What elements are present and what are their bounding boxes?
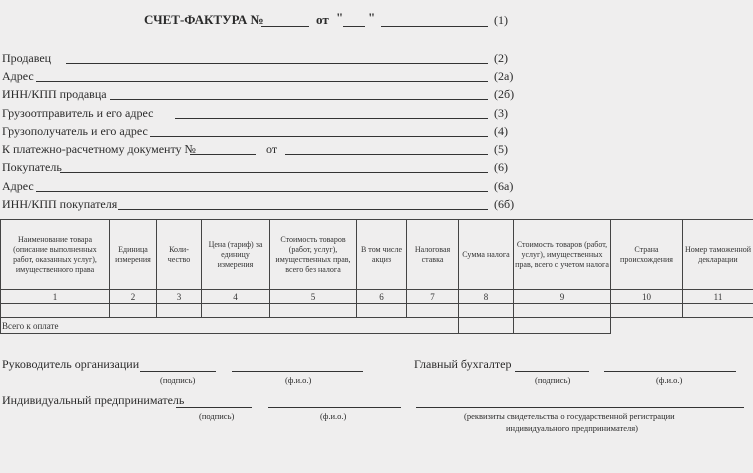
total-row [1, 318, 753, 334]
seller-address-line [36, 81, 488, 82]
accountant-fio-caption: (ф.и.о.) [656, 375, 683, 385]
seller-inn-ref: (2б) [494, 87, 515, 101]
invoice-day-line [343, 26, 365, 27]
entrepreneur-fio-line [268, 407, 401, 408]
shipper-label: Грузоотправитель и его адрес [2, 106, 154, 120]
buyer-address-ref: (6а) [494, 179, 514, 193]
buyer-inn-line [118, 209, 488, 210]
col-header: Цена (тариф) за единицу измерения [202, 220, 270, 290]
entrepreneur-fio-caption: (ф.и.о.) [320, 411, 347, 421]
table-cell[interactable] [407, 304, 459, 318]
consignee-ref: (4) [494, 124, 508, 138]
col-header: Страна происхождения [611, 220, 683, 290]
col-header: Номер таможенной декларации [683, 220, 753, 290]
table-cell[interactable] [514, 304, 611, 318]
seller-inn-line [110, 99, 488, 100]
invoice-number-line [261, 26, 309, 27]
col-header: В том числе акциз [357, 220, 407, 290]
seller-inn-label: ИНН/КПП продавца [2, 87, 107, 101]
col-number: 7 [407, 290, 459, 304]
table-cell[interactable] [459, 304, 514, 318]
consignee-label: Грузополучатель и его адрес [2, 124, 148, 138]
table-cell[interactable] [1, 304, 110, 318]
table-cell[interactable] [110, 304, 157, 318]
col-number: 9 [514, 290, 611, 304]
buyer-address-line [36, 191, 488, 192]
buyer-ref: (6) [494, 160, 508, 174]
col-number: 4 [202, 290, 270, 304]
seller-line [66, 63, 488, 64]
buyer-address-label: Адрес [2, 179, 34, 193]
seller-ref: (2) [494, 51, 508, 65]
empty-area [611, 318, 753, 334]
head-label: Руководитель организации [2, 357, 140, 371]
payment-doc-from: от [266, 142, 278, 156]
accountant-fio-line [604, 371, 736, 372]
entrepreneur-sign-line [176, 407, 252, 408]
col-header: Наименование товара (описание выполненных работ, оказанных услуг), имущественного права [1, 220, 110, 290]
invoice-date-line [381, 26, 488, 27]
table-cell[interactable] [683, 304, 753, 318]
col-number: 5 [270, 290, 357, 304]
buyer-inn-ref: (6б) [494, 197, 515, 211]
entrepreneur-cert-line [416, 407, 744, 408]
col-header: Сумма налога [459, 220, 514, 290]
seller-label: Продавец [2, 51, 52, 65]
col-number: 1 [1, 290, 110, 304]
col-number: 6 [357, 290, 407, 304]
invoice-ref: (1) [494, 13, 508, 27]
head-fio-line [232, 371, 363, 372]
quote-close: " [368, 10, 376, 25]
accountant-sign-caption: (подпись) [535, 375, 571, 385]
total-amount-cell[interactable] [514, 318, 611, 334]
table-cell[interactable] [202, 304, 270, 318]
shipper-line [175, 118, 488, 119]
col-header: Коли-чество [157, 220, 202, 290]
accountant-sign-line [515, 371, 589, 372]
entrepreneur-cert-caption-2: индивидуального предпринимателя) [506, 423, 638, 433]
invoice-title: СЧЕТ-ФАКТУРА № [144, 12, 264, 27]
invoice-table [0, 219, 753, 334]
table-cell[interactable] [270, 304, 357, 318]
table-row [1, 304, 753, 318]
payment-doc-label: К платежно-расчетному документу № [2, 142, 196, 156]
table-cell[interactable] [357, 304, 407, 318]
table-header-row [1, 220, 753, 290]
payment-doc-ref: (5) [494, 142, 508, 156]
col-number: 11 [683, 290, 753, 304]
col-header: Единица измерения [110, 220, 157, 290]
col-number: 2 [110, 290, 157, 304]
col-number: 3 [157, 290, 202, 304]
seller-address-label: Адрес [2, 69, 34, 83]
consignee-line [150, 136, 488, 137]
table-cell[interactable] [611, 304, 683, 318]
col-number: 10 [611, 290, 683, 304]
table-cell[interactable] [157, 304, 202, 318]
head-fio-caption: (ф.и.о.) [285, 375, 312, 385]
total-tax-cell[interactable] [459, 318, 514, 334]
shipper-ref: (3) [494, 106, 508, 120]
buyer-line [60, 172, 488, 173]
col-number: 8 [459, 290, 514, 304]
buyer-inn-label: ИНН/КПП покупателя [2, 197, 118, 211]
head-sign-line [140, 371, 216, 372]
col-header: Стоимость товаров (работ, услуг), имущественных прав, всего без налога [270, 220, 357, 290]
payment-doc-number-line [190, 154, 256, 155]
buyer-label: Покупатель [2, 160, 62, 174]
seller-address-ref: (2а) [494, 69, 514, 83]
col-header: Стоимость товаров (работ, услуг), имущественных прав, всего с учетом налога [514, 220, 611, 290]
accountant-label: Главный бухгалтер [414, 357, 512, 371]
quote-open: " [336, 10, 344, 25]
entrepreneur-cert-caption: (реквизиты свидетельства о государственной регистрации [464, 411, 675, 421]
entrepreneur-label: Индивидуальный предприниматель [2, 393, 185, 407]
col-header: Налоговая ставка [407, 220, 459, 290]
total-label: Всего к оплате [1, 318, 459, 334]
invoice-from-label: от [316, 12, 329, 27]
entrepreneur-sign-caption: (подпись) [199, 411, 235, 421]
payment-doc-date-line [285, 154, 488, 155]
column-number-row [1, 290, 753, 304]
head-sign-caption: (подпись) [160, 375, 196, 385]
